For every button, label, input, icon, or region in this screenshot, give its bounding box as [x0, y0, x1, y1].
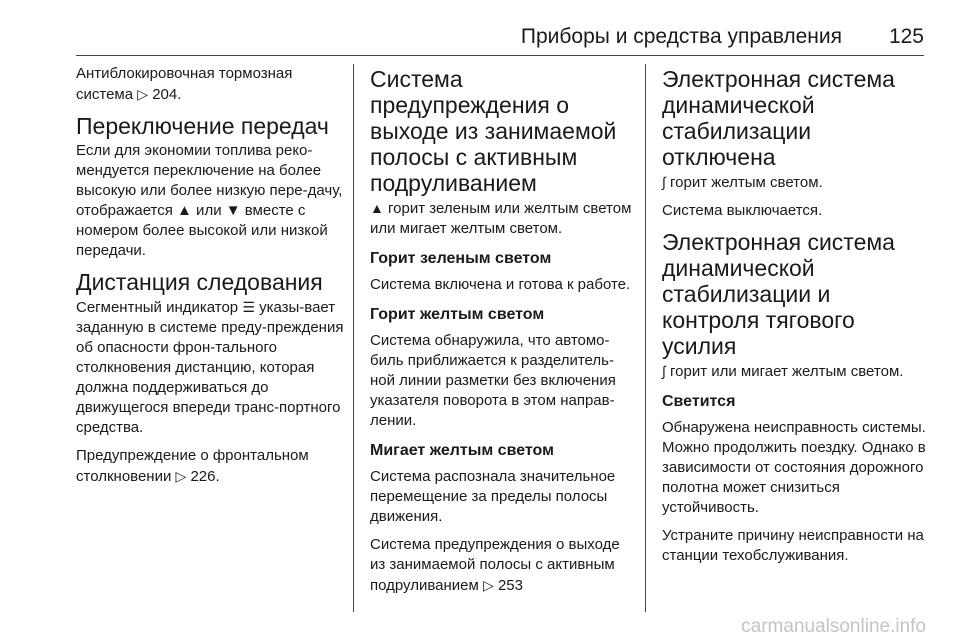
- ref-arrow-icon: ▷: [483, 577, 494, 593]
- ref-arrow-icon: ▷: [175, 468, 187, 484]
- esc-traction-text: [662, 361, 928, 382]
- lane-assist-intro: [370, 198, 636, 239]
- column-3: [662, 64, 928, 574]
- heading-lit-green: Горит зеленым светом: [370, 250, 552, 267]
- watermark: carmanualsonline.info: [741, 616, 926, 637]
- following-distance-text-b: указы-вает заданную в системе преду-преждения об опасности фрон-тального столкновения дистанцию, которая должна поддерживаться до движущегося впереди транс-портного средства.: [76, 299, 344, 436]
- abs-ref-page: 204.: [152, 86, 182, 103]
- lane-assist-icon: ▲: [370, 200, 384, 216]
- heading-lane-assist: Система предупреждения о выходе из занимаемой полосы с активным подруливанием: [370, 66, 617, 196]
- column-1: [76, 64, 346, 495]
- lane-ref-text: Система предупреждения о выходе из занимаемой полосы с активным подруливанием: [370, 536, 620, 594]
- esc-off-icon: ∫: [662, 174, 666, 190]
- column-2: [370, 64, 636, 604]
- page-header: [0, 0, 960, 58]
- lit-green-text: Система включена и готова к работе.: [370, 276, 631, 293]
- following-distance-icon: ☰: [242, 299, 255, 315]
- collision-ref-page: 226.: [190, 468, 220, 485]
- esc-off-text-body: горит желтым светом.: [670, 174, 823, 191]
- heading-lit-yellow: Горит желтым светом: [370, 306, 545, 323]
- column-divider-1: [353, 64, 354, 612]
- abs-ref-line2: система: [76, 86, 134, 103]
- collision-ref-text: Предупреждение о фронтальном столкновении: [76, 447, 309, 485]
- following-distance-text: [76, 297, 346, 438]
- esc-icon: ∫: [662, 363, 666, 379]
- header-title: Приборы и средства управления: [520, 25, 842, 48]
- following-distance-text-a: Сегментный индикатор: [76, 299, 239, 316]
- header-rule: [76, 55, 924, 56]
- lane-ref-paragraph: [370, 535, 636, 596]
- lane-ref-page: 253: [497, 577, 523, 594]
- lit-yellow-text: Система обнаружила, что автомо-биль приближается к разделитель-ной линии разметки без включения указателя поворота в этом направ-лении.: [370, 332, 616, 429]
- heading-blink-yellow: Мигает желтым светом: [370, 442, 554, 459]
- gear-shift-text: Если для экономии топлива реко-мендуется переключение на более высокую или более низкую пере-дачу, отображается ▲ или ▼ вместе с номером более высокой или низкой передачи.: [76, 142, 343, 259]
- heading-esc-traction: Электронная система динамической стабилизации и контроля тягового усилия: [662, 229, 895, 359]
- fix-text: Устраните причину неисправности на станции техобслуживания.: [662, 527, 924, 564]
- esc-off-text: [662, 172, 928, 193]
- heading-gear-shift: Переключение передач: [76, 113, 329, 139]
- collision-ref-paragraph: [76, 446, 346, 487]
- heading-esc-off: Электронная система динамической стабилизации отключена: [662, 66, 895, 170]
- lit-text: Обнаружена неисправность системы. Можно продолжить поездку. Однако в зависимости от состояния дорожного полотна может снизиться устойчивость.: [662, 419, 926, 516]
- blink-yellow-text: Система распознала значительное перемещение за пределы полосы движения.: [370, 468, 616, 525]
- esc-traction-text-body: горит или мигает желтым светом.: [670, 363, 904, 380]
- column-divider-2: [645, 64, 646, 612]
- heading-lit: Светится: [662, 393, 736, 410]
- heading-following-distance: Дистанция следования: [76, 269, 323, 295]
- lane-assist-intro-text: горит зеленым или желтым светом или мигает желтым светом.: [370, 200, 632, 237]
- abs-ref-paragraph: [76, 64, 346, 105]
- ref-arrow-icon: ▷: [137, 86, 149, 102]
- esc-off-text-2: Система выключается.: [662, 202, 823, 219]
- page-number: 125: [888, 25, 924, 48]
- abs-ref-line1: Антиблокировочная тормозная: [76, 65, 293, 82]
